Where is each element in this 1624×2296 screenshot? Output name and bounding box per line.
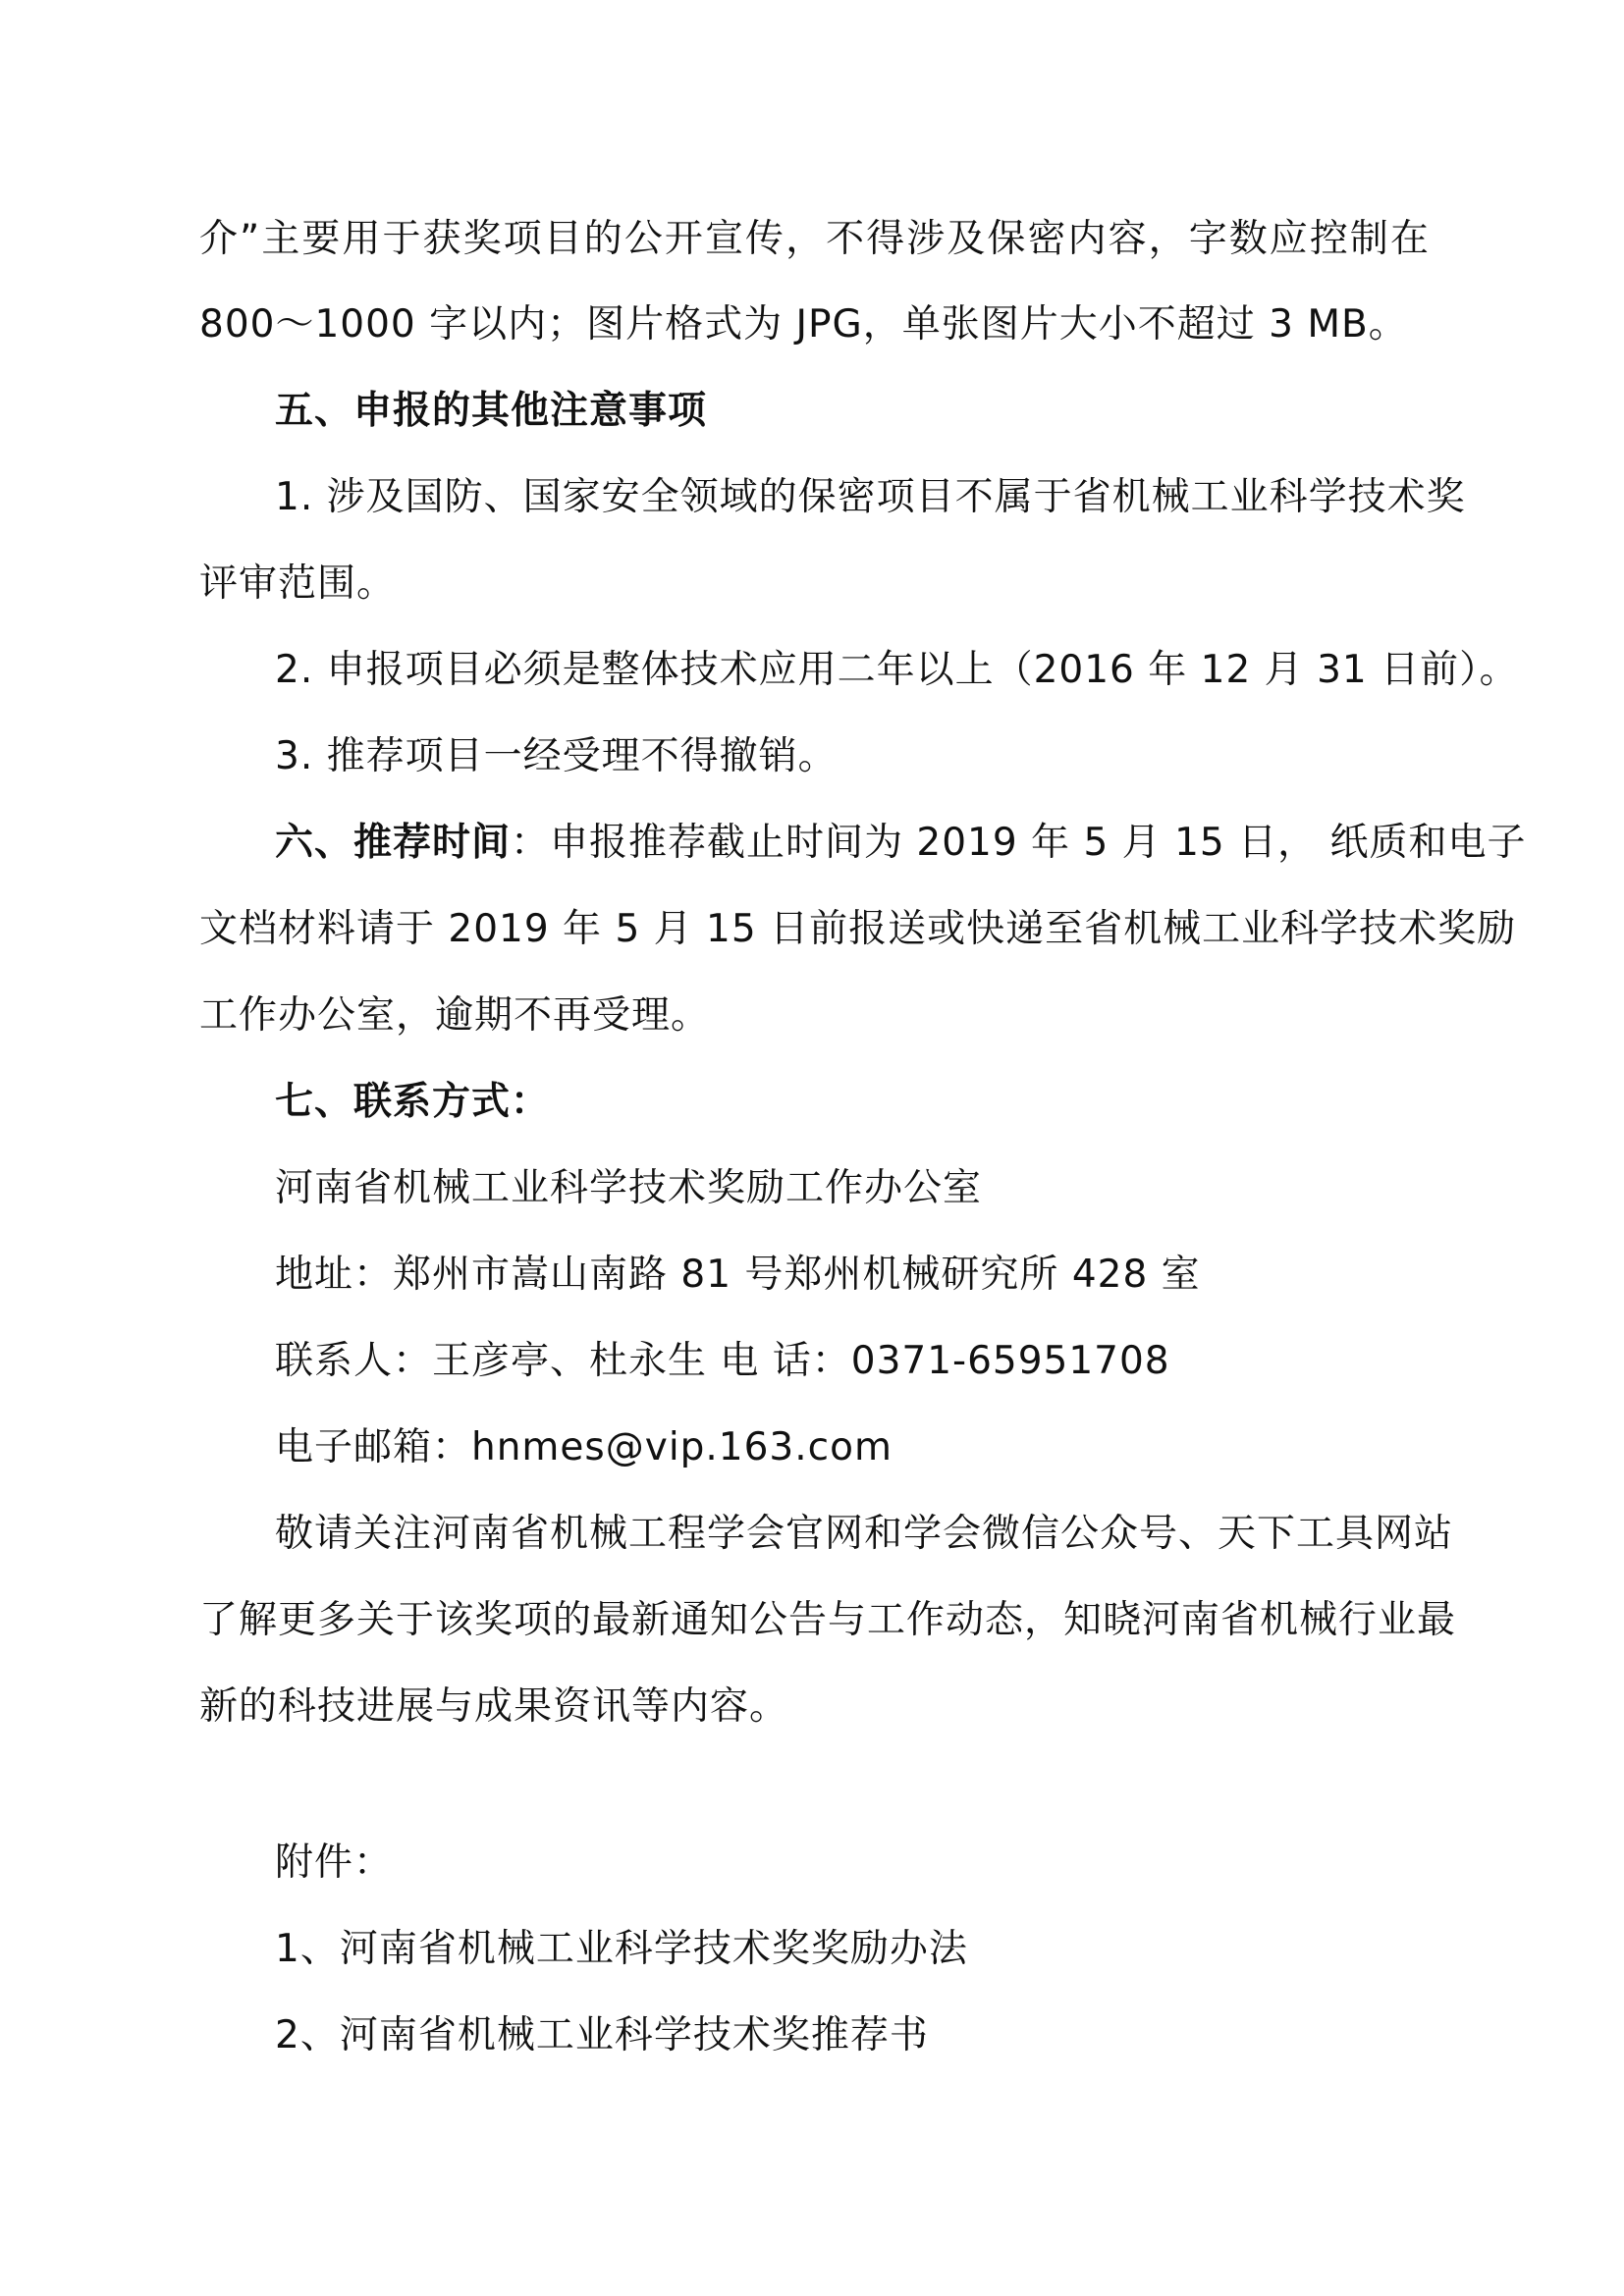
paragraph-line: 介”主要用于获奖项目的公开宣传，不得涉及保密内容，字数应控制在 (199, 217, 1430, 261)
section-heading: 七、联系方式： (275, 1080, 551, 1124)
contact-email: 电子邮箱：hnmes@vip.163.com (275, 1425, 893, 1469)
list-item: 2. 申报项目必须是整体技术应用二年以上（2016 年 12 月 31 日前）。 (275, 648, 1519, 692)
section-heading: 五、申报的其他注意事项 (275, 389, 708, 433)
section-heading-with-text (275, 818, 1527, 869)
contact-office: 河南省机械工业科学技术奖励工作办公室 (275, 1166, 983, 1210)
paragraph-line: 文档材料请于 2019 年 5 月 15 日前报送或快递至省机械工业科学技术奖励 (199, 907, 1517, 951)
paragraph-line: 800～1000 字以内；图片格式为 JPG，单张图片大小不超过 3 MB。 (199, 302, 1408, 347)
list-item: 3. 推荐项目一经受理不得撤销。 (275, 734, 838, 778)
section-inline-text: ：申报推荐截止时间为 2019 年 5 月 15 日， 纸质和电子 (511, 821, 1527, 865)
list-item-continuation: 评审范围。 (199, 561, 397, 606)
attachment-item: 2、河南省机械工业科学技术奖推荐书 (275, 2013, 929, 2057)
paragraph-line: 新的科技进展与成果资讯等内容。 (199, 1684, 789, 1729)
paragraph-line: 工作办公室，逾期不再受理。 (199, 993, 711, 1038)
attachment-item: 1、河南省机械工业科学技术奖奖励办法 (275, 1927, 968, 1971)
contact-person-phone: 联系人：王彦亭、杜永生 电 话：0371-65951708 (275, 1339, 1170, 1383)
contact-address: 地址：郑州市嵩山南路 81 号郑州机械研究所 428 室 (275, 1253, 1201, 1297)
paragraph-line: 敬请关注河南省机械工程学会官网和学会微信公众号、天下工具网站 (275, 1512, 1454, 1556)
section-heading: 六、推荐时间 (275, 821, 512, 865)
attachments-label: 附件： (275, 1841, 394, 1885)
list-item: 1. 涉及国防、国家安全领域的保密项目不属于省机械工业科学技术奖 (275, 475, 1466, 519)
paragraph-line: 了解更多关于该奖项的最新通知公告与工作动态，知晓河南省机械行业最 (199, 1598, 1457, 1642)
